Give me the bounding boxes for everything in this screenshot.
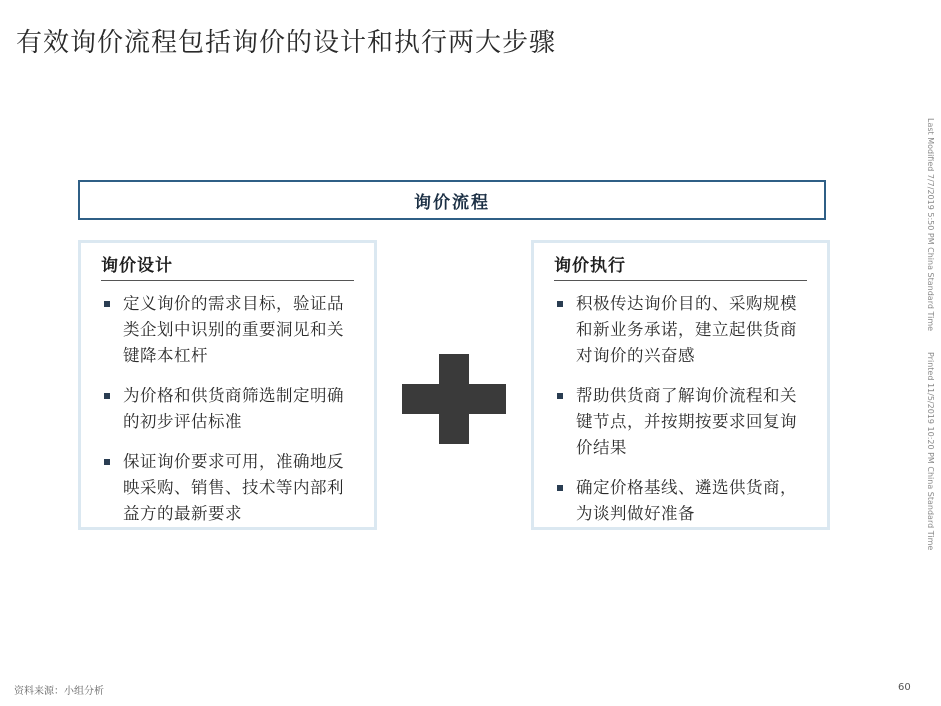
bullet-square-icon — [104, 301, 110, 307]
list-item — [554, 291, 811, 369]
bullet-square-icon — [104, 393, 110, 399]
design-panel-heading: 询价设计 — [101, 251, 354, 281]
design-bullet-list — [81, 291, 374, 527]
list-item — [554, 383, 811, 461]
execution-bullet-list — [534, 291, 827, 527]
bullet-text: 为价格和供货商筛选制定明确的初步评估标准 — [123, 386, 344, 431]
bullet-text: 帮助供货商了解询价流程和关键节点，并按期按要求回复询价结果 — [576, 386, 797, 457]
bullet-square-icon — [557, 485, 563, 491]
bullet-text: 定义询价的需求目标，验证品类企划中识别的重要洞见和关键降本杠杆 — [123, 294, 344, 365]
list-item — [101, 383, 358, 435]
list-item — [101, 449, 358, 527]
bullet-square-icon — [557, 301, 563, 307]
list-item — [101, 291, 358, 369]
bullet-text: 保证询价要求可用，准确地反映采购、销售、技术等内部利益方的最新要求 — [123, 452, 344, 523]
design-panel — [78, 240, 377, 530]
execution-panel-heading: 询价执行 — [554, 251, 807, 281]
list-item — [554, 475, 811, 527]
page-title: 有效询价流程包括询价的设计和执行两大步骤 — [16, 28, 557, 58]
bullet-text: 确定价格基线、遴选供货商，为谈判做好准备 — [576, 478, 797, 523]
page-number: 60 — [898, 682, 911, 693]
plus-icon — [402, 354, 506, 444]
bullet-text: 积极传达询价目的、采购规模和新业务承诺，建立起供货商对询价的兴奋感 — [576, 294, 797, 365]
bullet-square-icon — [104, 459, 110, 465]
printed-note: Printed 11/5/2019 10:20 PM China Standard Time — [926, 352, 935, 551]
source-note: 资料来源：小组分析 — [14, 686, 104, 697]
execution-panel — [531, 240, 830, 530]
process-banner — [78, 180, 826, 220]
process-banner-label: 询价流程 — [414, 192, 490, 213]
last-modified-note: Last Modified 7/7/2019 5:50 PM China Standard Time — [926, 118, 935, 332]
bullet-square-icon — [557, 393, 563, 399]
